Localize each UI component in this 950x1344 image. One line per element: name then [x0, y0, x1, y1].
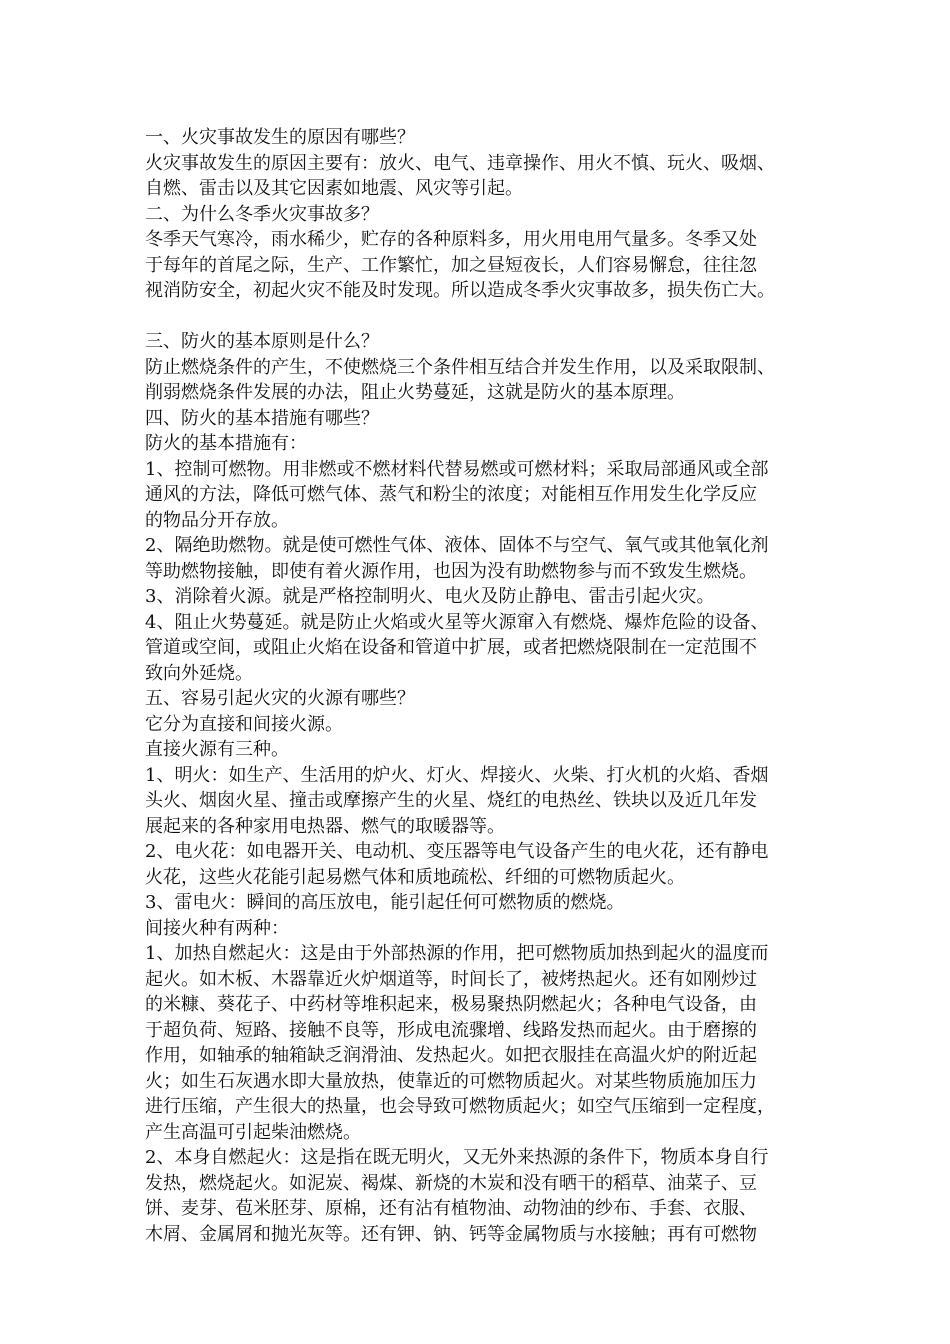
text-line: 进行压缩，产生很大的热量，也会导致可燃物质起火；如空气压缩到一定程度，: [145, 1096, 775, 1117]
text-line: 冬季天气寒冷，雨水稀少，贮存的各种原料多，用火用电用气量多。冬季又处: [145, 229, 757, 250]
text-line: 管道或空间，或阻止火焰在设备和管道中扩展，或者把燃烧限制在一定范围不: [145, 637, 757, 658]
text-line: 一、火灾事故发生的原因有哪些？: [145, 127, 415, 148]
text-line: 1、明火：如生产、生活用的炉火、灯火、焊接火、火柴、打火机的火焰、香烟: [145, 764, 769, 786]
text-line: 3、消除着火源。就是严格控制明火、电火及防止静电、雷击引起火灾。: [145, 586, 715, 607]
text-line: 通风的方法，降低可燃气体、蒸气和粉尘的浓度；对能相互作用发生化学反应: [145, 484, 757, 505]
document-body: [145, 125, 815, 1247]
text-line: 致向外延烧。: [145, 662, 253, 684]
text-line: 火花，这些火花能引起易燃气体和质地疏松、纤细的可燃物质起火。: [145, 866, 685, 888]
text-line: 发热，燃烧起火。如泥炭、褐煤、新烧的木炭和没有晒干的稻草、油菜子、豆: [145, 1172, 757, 1194]
text-line: 火灾事故发生的原因主要有：放火、电气、违章操作、用火不慎、玩火、吸烟、: [145, 152, 775, 174]
text-line: 展起来的各种家用电热器、燃气的取暖器等。: [145, 815, 505, 837]
text-line: 的米糠、葵花子、中药材等堆积起来，极易聚热阴燃起火；各种电气设备，由: [145, 994, 757, 1015]
text-line: 3、雷电火：瞬间的高压放电，能引起任何可燃物质的燃烧。: [145, 892, 625, 913]
text-line: 2、电火花：如电器开关、电动机、变压器等电气设备产生的电火花，还有静电: [145, 841, 769, 862]
text-line: 2、本身自燃起火：这是指在既无明火，又无外来热源的条件下，物质本身自行: [145, 1147, 769, 1168]
text-line: 于超负荷、短路、接触不良等，形成电流骤增、线路发热而起火。由于磨擦的: [145, 1019, 757, 1041]
text-line: 2、隔绝助燃物。就是使可燃性气体、液体、固体不与空气、氧气或其他氧化剂: [145, 535, 769, 556]
text-line: 饼、麦芽、苞米胚芽、原棉，还有沾有植物油、动物油的纱布、手套、衣服、: [145, 1198, 757, 1219]
text-line: 视消防安全，初起火灾不能及时发现。所以造成冬季火灾事故多，损失伤亡大。: [145, 280, 775, 301]
text-line: 1、加热自燃起火：这是由于外部热源的作用，把可燃物质加热到起火的温度而: [145, 943, 769, 964]
text-line: 木屑、金属屑和抛光灰等。还有钾、钠、钙等金属物质与水接触；再有可燃物: [145, 1223, 757, 1245]
text-line: 的物品分开存放。: [145, 509, 289, 531]
text-line: 间接火种有两种：: [145, 917, 289, 939]
text-line: 1、控制可燃物。用非燃或不燃材料代替易燃或可燃材料；采取局部通风或全部: [145, 458, 769, 480]
text-line: 直接火源有三种。: [145, 739, 289, 760]
text-line: 于每年的首尾之际，生产、工作繁忙，加之昼短夜长，人们容易懈怠，往往忽: [145, 254, 757, 276]
text-line: 五、容易引起火灾的火源有哪些？: [145, 688, 415, 709]
text-line: 防止燃烧条件的产生，不使燃烧三个条件相互结合并发生作用，以及采取限制、: [145, 356, 775, 378]
text-line: 产生高温可引起柴油燃烧。: [145, 1121, 361, 1143]
text-line: 三、防火的基本原则是什么？: [145, 331, 379, 352]
blank-line: [145, 304, 815, 330]
text-line: 火；如生石灰遇水即大量放热，使靠近的可燃物质起火。对某些物质施加压力: [145, 1070, 757, 1092]
text-line: 四、防火的基本措施有哪些？: [145, 407, 379, 429]
text-line: 自燃、雷击以及其它因素如地震、风灾等引起。: [145, 178, 523, 199]
text-line: 防火的基本措施有：: [145, 433, 307, 454]
text-line: 作用，如轴承的轴箱缺乏润滑油、发热起火。如把衣服挂在高温火炉的附近起: [145, 1045, 757, 1066]
text-line: 它分为直接和间接火源。: [145, 713, 343, 735]
text-line: 起火。如木板、木器靠近火炉烟道等，时间长了，被烤热起火。还有如刚炒过: [145, 968, 757, 990]
text-line: 二、为什么冬季火灾事故多？: [145, 203, 379, 225]
text-line: 等助燃物接触，即使有着火源作用，也因为没有助燃物参与而不致发生燃烧。: [145, 560, 757, 582]
text-line: 头火、烟囱火星、撞击或摩擦产生的火星、烧红的电热丝、铁块以及近几年发: [145, 790, 757, 811]
text-line: 4、阻止火势蔓延。就是防止火焰或火星等火源窜入有燃烧、爆炸危险的设备、: [145, 611, 769, 633]
text-line: 削弱燃烧条件发展的办法，阻止火势蔓延，这就是防火的基本原理。: [145, 382, 685, 403]
